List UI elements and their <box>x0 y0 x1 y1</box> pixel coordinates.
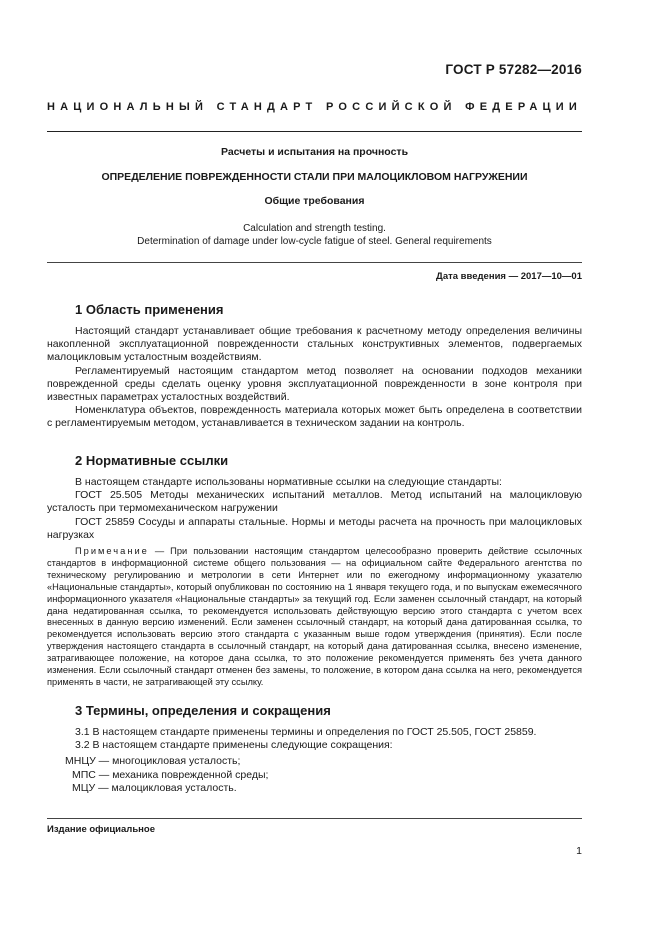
section-1-paragraph-2: Регламентируемый настоящим стандартом метод позволяет на основании подходов механики поврежденной среды сделать оценку уровня эксплуатационной поврежденности в зоне контроля при известных параметрах усталостных воздействий. <box>47 364 582 404</box>
note-label: Примечание <box>75 546 149 557</box>
document-number: ГОСТ Р 57282—2016 <box>445 62 582 77</box>
main-title: ОПРЕДЕЛЕНИЕ ПОВРЕЖДЕННОСТИ СТАЛИ ПРИ МАЛОЦИКЛОВОМ НАГРУЖЕНИИ <box>101 171 528 183</box>
section-1-paragraph-1: Настоящий стандарт устанавливает общие требования к расчетному методу определения величины накопленной эксплуатационной поврежденности стальных конструктивных элементов, подвергаемых малоцикловым усталостным воздействиям. <box>47 325 582 364</box>
abbreviation-mcu: МЦУ — малоцикловая усталость. <box>72 781 237 794</box>
english-title-line-1: Calculation and strength testing. <box>243 223 386 234</box>
section-normative-references <box>47 453 582 689</box>
introduction-date: Дата введения — 2017—10—01 <box>436 271 582 282</box>
section-terms <box>47 703 582 795</box>
section-scope <box>47 302 582 431</box>
title-rule <box>47 262 582 263</box>
abbreviation-mps: МПС — механика поврежденной среды; <box>72 768 269 781</box>
header-rule <box>47 131 582 132</box>
section-2-paragraph-1: В настоящем стандарте использованы нормативные ссылки на следующие стандарты: <box>75 476 502 488</box>
page-number: 1 <box>576 845 582 857</box>
english-title-line-2: Determination of damage under low-cycle fatigue of steel. General requirements <box>137 236 492 247</box>
note <box>47 546 582 689</box>
section-1-heading: 1 Область применения <box>75 302 224 317</box>
sub-title: Общие требования <box>264 195 365 207</box>
section-2-heading: 2 Нормативные ссылки <box>75 453 229 468</box>
reference-gost-25505: ГОСТ 25.505 Методы механических испытаний металлов. Метод испытаний на малоцикловую усталость при термомеханическом нагружении <box>47 489 582 515</box>
section-3-paragraph-1: 3.1 В настоящем стандарте применены термины и определения по ГОСТ 25.505, ГОСТ 25859. <box>75 726 537 738</box>
section-1-paragraph-3: Номенклатура объектов, поврежденность материала которых может быть определена в соответствии с регламентируемым методом, устанавливается в техническом задании на контроль. <box>47 404 582 430</box>
national-standard-banner: НАЦИОНАЛЬНЫЙ СТАНДАРТ РОССИЙСКОЙ ФЕДЕРАЦИИ <box>47 101 582 113</box>
reference-gost-25859: ГОСТ 25859 Сосуды и аппараты стальные. Нормы и методы расчета на прочность при малоцикловых нагрузках <box>47 515 582 541</box>
abbreviation-list <box>65 755 582 795</box>
note-text: — При пользовании настоящим стандартом целесообразно проверить действие ссылочных стандартов в информационной системе общего пользования — на официальном сайте Федерального агентства по техническому регулированию и метрологии в сети Интернет или по ежегодному информационному указателю «Национальные стандарты», который опубликован по состоянию на 1 января текущего года, и по выпускам ежемесячного информационного указателя «Национальные стандарты» за текущий год. Если заменен ссылочный стандарт, на который дана недатированная ссылка, то рекомендуется использовать действующую версию этого стандарта с учетом всех внесенных в данную версию изменений. Если заменен ссылочный стандарт, на который дана датированная ссылка, то рекомендуется использовать версию этого стандарта с указанным выше годом утверждения (принятия). Если после утверждения настоящего стандарта в ссылочный стандарт, на который дана датированная ссылка, внесено изменение, затрагивающее положение, на которое дана ссылка, то это положение рекомендуется применять без учета данного изменения. Если ссылочный стандарт отменен без замены, то положение, в котором дана ссылка на него, рекомендуется применять в части, не затрагивающей эту ссылку. <box>47 546 582 687</box>
group-title: Расчеты и испытания на прочность <box>220 146 409 158</box>
abbreviation-mncu: МНЦУ — многоцикловая усталость; <box>65 755 241 768</box>
official-edition-label: Издание официальное <box>47 824 155 835</box>
english-title <box>47 222 582 248</box>
footer-rule <box>47 818 582 819</box>
section-3-heading: 3 Термины, определения и сокращения <box>75 703 331 718</box>
section-3-paragraph-2: 3.2 В настоящем стандарте применены следующие сокращения: <box>75 739 393 752</box>
